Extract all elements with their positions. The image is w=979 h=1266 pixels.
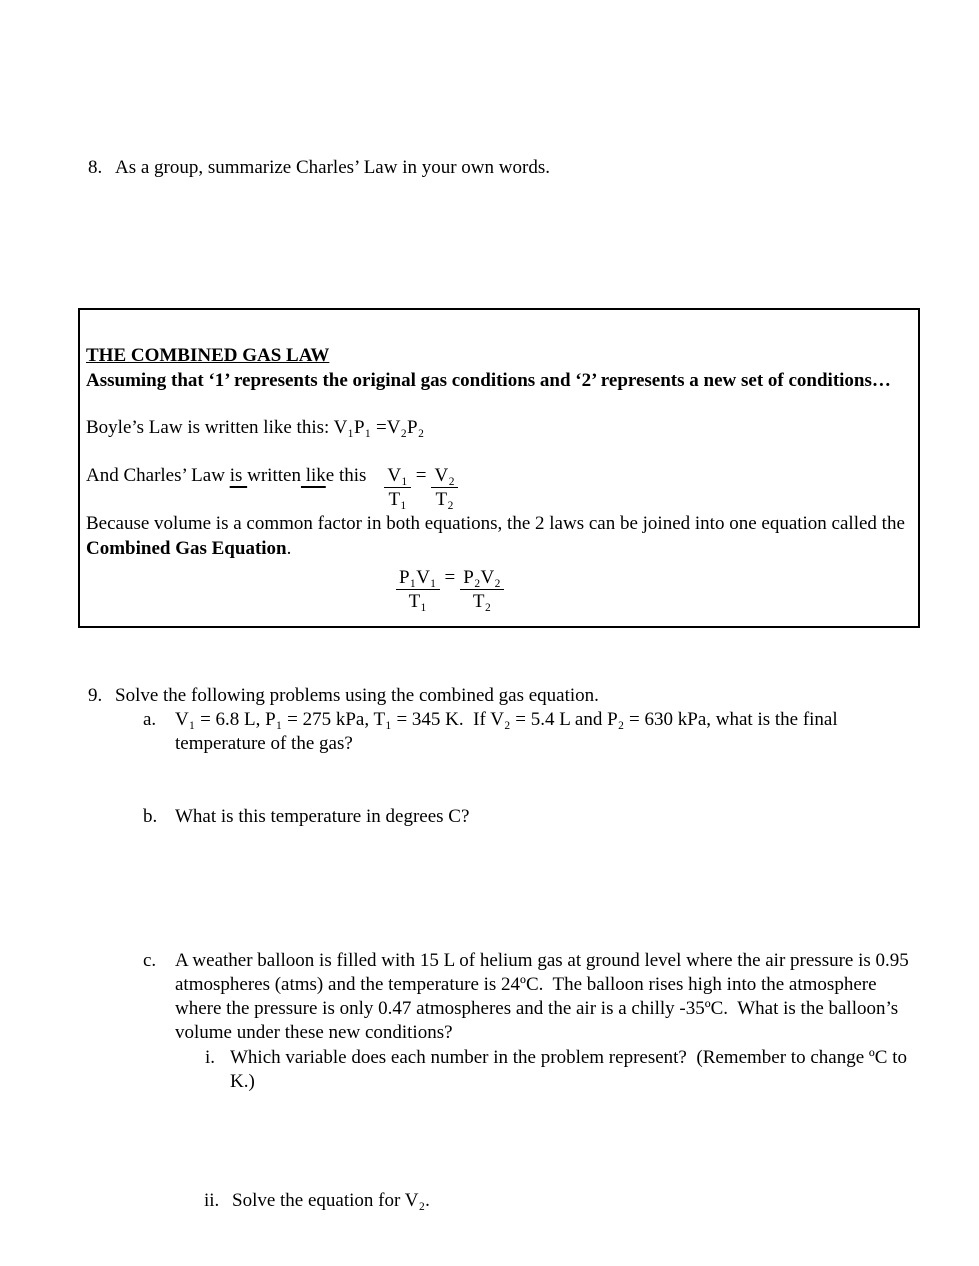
- question-9b: [143, 805, 469, 829]
- boyle-law-line: Boyle’s Law is written like this: V₁P₁ =V₂P₂: [86, 417, 425, 438]
- question-9c: [143, 949, 909, 1045]
- question-9a: [143, 708, 838, 756]
- question-9: [88, 684, 599, 708]
- because-text-line2: Combined Gas Equation.: [86, 538, 292, 559]
- question-8: [88, 156, 550, 180]
- question-9a-text: V₁ = 6.8 L, P₁ = 275 kPa, T₁ = 345 K. If V₂ = 5.4 L and P₂ = 630 kPa, what is the final temperature of the gas?: [175, 709, 838, 754]
- question-9c-text: A weather balloon is filled with 15 L of helium gas at ground level where the air pressure is 0.95 atmospheres (atms) and the temperature is 24ºC. The balloon rises high into the atmosphere where the pressure is only 0.47 atmospheres and the air is a chilly -35ºC. What is the balloon’s volume under these new conditions?: [175, 950, 909, 1043]
- question-9c-ii-text: Solve the equation for V₂.: [232, 1190, 430, 1211]
- question-9c-label: c.: [143, 950, 157, 971]
- question-9b-label: b.: [143, 806, 158, 827]
- question-8-number: 8.: [88, 157, 103, 178]
- charles-law-fraction: [384, 464, 457, 511]
- question-9c-ii: [204, 1189, 430, 1213]
- charles-law-line: [86, 464, 458, 511]
- because-text-line1: Because volume is a common factor in both equations, the 2 laws can be joined into one equation called the: [86, 513, 905, 534]
- question-9b-text: What is this temperature in degrees C?: [175, 806, 470, 827]
- equals-sign: =: [415, 465, 427, 486]
- charles-law-text: And Charles’ Law is written like this: [86, 465, 367, 486]
- question-9-text: Solve the following problems using the combined gas equation.: [115, 685, 599, 706]
- combined-gas-equation-name: Combined Gas Equation: [86, 538, 287, 559]
- question-8-text: As a group, summarize Charles’ Law in your own words.: [115, 157, 550, 178]
- equals-sign: =: [444, 567, 456, 588]
- question-9-number: 9.: [88, 685, 103, 706]
- fraction-v2-t2: $\frac{\text{V₂}}{\text{T₂}}$: [431, 464, 457, 511]
- box-title: THE COMBINED GAS LAW: [86, 345, 330, 366]
- fraction-v1-t1: $\frac{\text{V₁}}{\text{T₁}}$: [384, 464, 410, 511]
- question-9a-label: a.: [143, 709, 157, 730]
- combined-gas-equation: [396, 566, 504, 613]
- box-subtitle: Assuming that ‘1’ represents the original gas conditions and ‘2’ represents a new set of conditions…: [86, 370, 891, 391]
- question-9c-i: [205, 1046, 907, 1094]
- question-9c-ii-label: ii.: [204, 1190, 220, 1211]
- question-9c-i-label: i.: [205, 1047, 216, 1068]
- combined-gas-law-box: [78, 308, 920, 628]
- fraction-p1v1-t1: $\frac{\text{P₁V₁}}{\text{T₁}}$: [396, 566, 440, 613]
- question-9c-i-text: Which variable does each number in the problem represent? (Remember to change ºC to K.): [230, 1047, 907, 1092]
- fraction-p2v2-t2: $\frac{\text{P₂V₂}}{\text{T₂}}$: [460, 566, 504, 613]
